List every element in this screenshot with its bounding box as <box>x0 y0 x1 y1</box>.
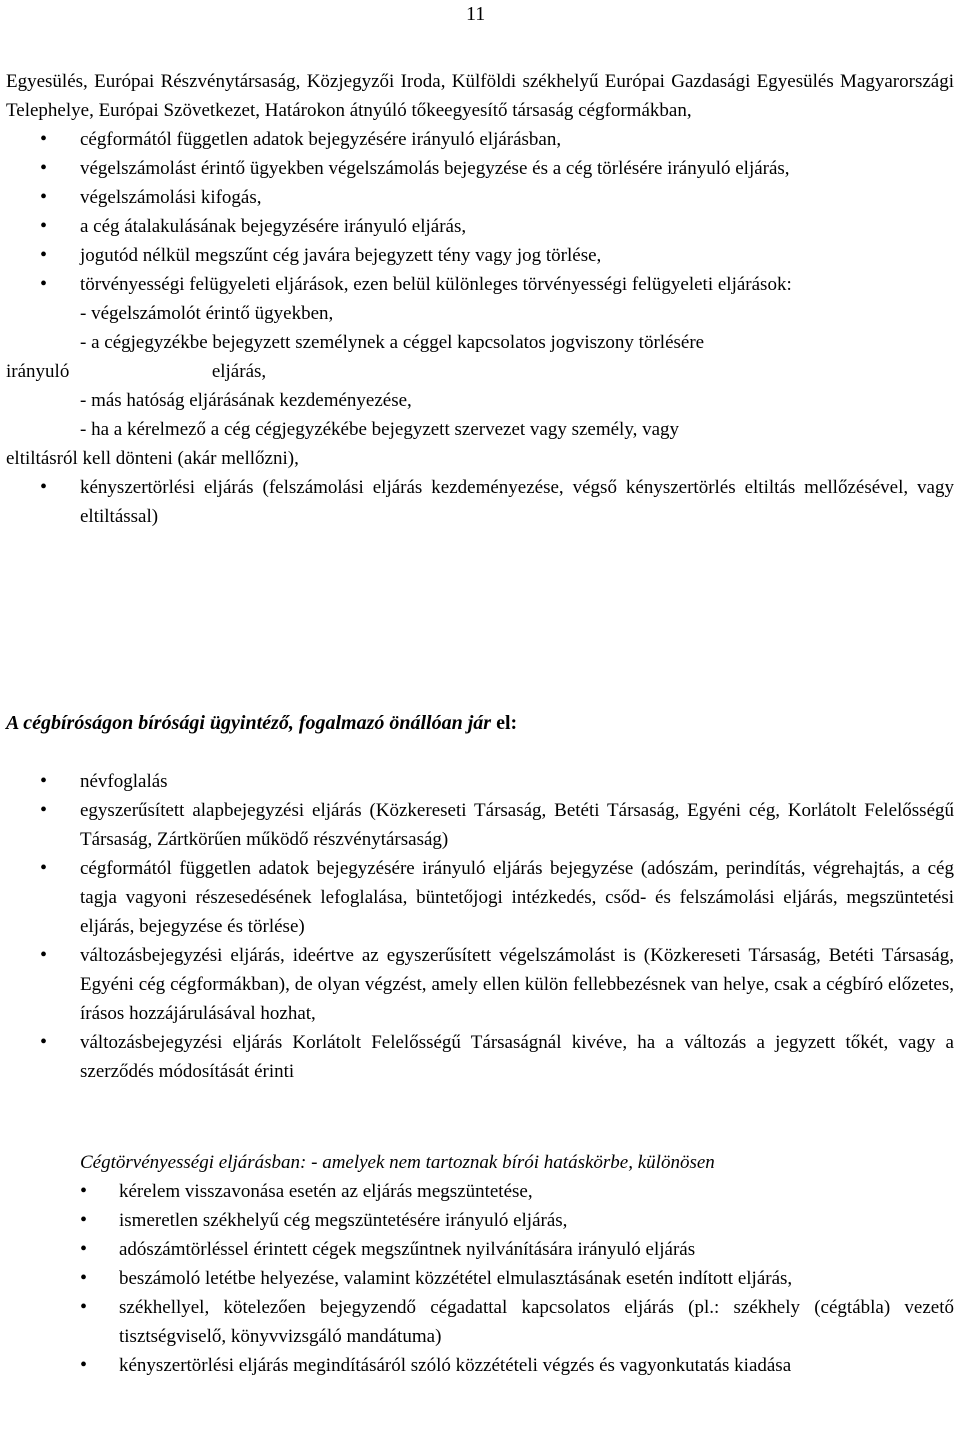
sub-item: - ha a kérelmező a cég cégjegyzékébe bejegyzett szervezet vagy személy, vagy <box>80 419 680 440</box>
list-procedures-tail <box>6 473 954 531</box>
list-item: • kérelem visszavonása esetén az eljárás megszüntetése, <box>6 1177 954 1206</box>
sub-item-continuation: irányuló eljárás, <box>6 361 267 382</box>
list-item: • kényszertörlési eljárás megindításáról szóló közzétételi végzés és vagyonkutatás kiadása <box>6 1351 954 1380</box>
list-item: • egyszerűsített alapbejegyzési eljárás (Közkereseti Társaság, Betéti Társaság, Egyéni cég, Korlátolt Felelősségű Társaság, Zártkörűen működő részvénytársaság) <box>6 796 954 854</box>
list-item: • végelszámolást érintő ügyekben végelszámolás bejegyzése és a cég törlésére irányuló eljárás, <box>6 154 954 183</box>
sub-item: - a cégjegyzékbe bejegyzett személynek a céggel kapcsolatos jogviszony törlésére <box>80 332 705 353</box>
list-item: • cégformától független adatok bejegyzésére irányuló eljárásban, <box>6 125 954 154</box>
list-item: • cégformától független adatok bejegyzésére irányuló eljárás bejegyzése (adószám, perindítás, végrehajtás, a cég tagja vagyoni részesedésének lefoglalása, büntetőjogi intézkedés, csőd- és felszámolási eljárás, megszüntetési eljárás, bejegyzése és törlése) <box>6 854 954 941</box>
list-legality-procedures <box>6 1177 954 1380</box>
list-item: • kényszertörlési eljárás (felszámolási eljárás kezdeményezése, végső kényszertörlés eltiltás mellőzésével, vagy eltiltással) <box>6 473 954 531</box>
page-number: 11 <box>466 3 486 25</box>
sub-item: - más hatóság eljárásának kezdeményezése, <box>80 390 412 411</box>
section-heading <box>6 709 954 738</box>
heading-italic: A cégbíróságon bírósági ügyintéző, fogalmazó önállóan jár <box>6 712 492 734</box>
italic-note: Cégtörvényességi eljárásban: - amelyek nem tartoznak bírói hatáskörbe, különösen <box>80 1152 715 1173</box>
list-item: • a cég átalakulásának bejegyzésére irányuló eljárás, <box>6 212 954 241</box>
sub-item: - végelszámolót érintő ügyekben, <box>80 303 334 324</box>
list-item: • ismeretlen székhelyű cég megszüntetésére irányuló eljárás, <box>6 1206 954 1235</box>
list-item: • beszámoló letétbe helyezése, valamint közzététel elmulasztásának esetén indított eljárás, <box>6 1264 954 1293</box>
intro-paragraph <box>6 67 954 531</box>
list-clerk-duties <box>6 767 954 1086</box>
list-item: • névfoglalás <box>6 767 954 796</box>
sub-item-continuation: eltiltásról kell dönteni (akár mellőzni), <box>6 448 299 469</box>
heading-normal: el: <box>491 712 518 734</box>
list-item: • végelszámolási kifogás, <box>6 183 954 212</box>
list-item: • változásbejegyzési eljárás Korlátolt Felelősségű Társaságnál kivéve, ha a változás a jegyzett tőkét, vagy a szerződés módosítását érinti <box>6 1028 954 1086</box>
list-item: • törvényességi felügyeleti eljárások, ezen belül különleges törvényességi felügyeleti eljárások: <box>6 270 954 299</box>
list-item: • jogutód nélkül megszűnt cég javára bejegyzett tény vagy jog törlése, <box>6 241 954 270</box>
list-item: • változásbejegyzési eljárás, ideértve az egyszerűsített végelszámolást is (Közkereseti Társaság, Betéti Társaság, Egyéni cég cégformákban), de olyan végzést, amely ellen külön fellebbezésnek van helye, csak a cégbíró előzetes, írásos hozzájárulásával hozhat, <box>6 941 954 1028</box>
list-item: • székhellyel, kötelezően bejegyzendő cégadattal kapcsolatos eljárás (pl.: székhely (cégtábla) vezető tisztségviselő, könyvvizsgáló mandátuma) <box>6 1293 954 1351</box>
list-procedures <box>6 125 954 299</box>
list-item: • adószámtörléssel érintett cégek megszűntnek nyilvánítására irányuló eljárás <box>6 1235 954 1264</box>
intro-text: Egyesülés, Európai Részvénytársaság, Közjegyzői Iroda, Külföldi székhelyű Európai Gazdasági Egyesülés Magyarországi Telephelye, Európai Szövetkezet, Határokon átnyúló tőkeegyesítő társaság cégformákban, <box>6 71 954 121</box>
